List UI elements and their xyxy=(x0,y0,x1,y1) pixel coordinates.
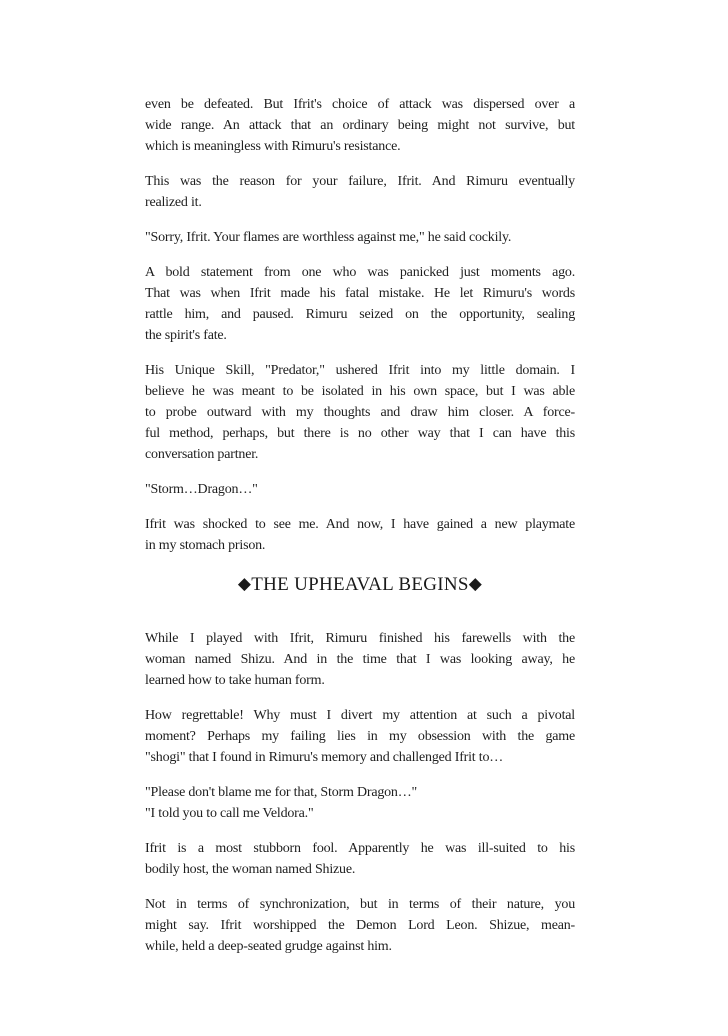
text-line: bodily host, the woman named Shizue. xyxy=(145,862,356,877)
text-line: the spirit's fate. xyxy=(145,328,227,343)
text-line: rattle him, and paused. Rimuru seized on the opportunity, sealing xyxy=(145,307,575,322)
text-line: While I played with Ifrit, Rimuru finished his farewells with the xyxy=(145,631,575,646)
text-line: A bold statement from one who was panicked just moments ago. xyxy=(145,265,575,280)
heading-text: THE UPHEAVAL BEGINS xyxy=(251,574,469,595)
text-line: even be defeated. But Ifrit's choice of attack was dispersed over a xyxy=(145,97,575,112)
text-line: ful method, perhaps, but there is no other way that I can have this xyxy=(145,426,575,441)
paragraph xyxy=(145,838,575,880)
text-line: "Sorry, Ifrit. Your flames are worthless against me," he said cockily. xyxy=(145,230,512,245)
text-line: Not in terms of synchronization, but in terms of their nature, you xyxy=(145,897,575,912)
text-line: That was when Ifrit made his fatal mistake. He let Rimuru's words xyxy=(145,286,575,301)
text-line: conversation partner. xyxy=(145,447,259,462)
text-line: Ifrit is a most stubborn fool. Apparently he was ill-suited to his xyxy=(145,841,575,856)
text-line: "Please don't blame me for that, Storm Dragon…" xyxy=(145,785,418,800)
text-line: woman named Shizu. And in the time that I was looking away, he xyxy=(145,652,575,667)
text-line: realized it. xyxy=(145,195,202,210)
diamond-ornament-right-icon: ◆ xyxy=(468,574,483,593)
text-line: to probe outward with my thoughts and draw him closer. A force- xyxy=(145,405,575,420)
text-line: Ifrit was shocked to see me. And now, I have gained a new playmate xyxy=(145,517,575,532)
text-line: "Storm…Dragon…" xyxy=(145,482,258,497)
text-line: moment? Perhaps my failing lies in my obsession with the game xyxy=(145,729,575,744)
text-line: might say. Ifrit worshipped the Demon Lord Leon. Shizue, mean- xyxy=(145,918,575,933)
text-line: while, held a deep-seated grudge against him. xyxy=(145,939,392,954)
text-line: How regrettable! Why must I divert my attention at such a pivotal xyxy=(145,708,575,723)
text-column xyxy=(145,94,575,971)
text-line: "I told you to call me Veldora." xyxy=(145,806,314,821)
paragraph xyxy=(145,628,575,691)
text-line: learned how to take human form. xyxy=(145,673,325,688)
paragraph xyxy=(145,705,575,768)
paragraph xyxy=(145,894,575,957)
paragraph xyxy=(145,479,575,500)
paragraph xyxy=(145,94,575,157)
paragraph xyxy=(145,782,575,824)
text-line: "shogi" that I found in Rimuru's memory and challenged Ifrit to… xyxy=(145,750,504,765)
paragraph xyxy=(145,360,575,465)
section-1 xyxy=(145,94,575,556)
section-2 xyxy=(145,628,575,957)
section-heading xyxy=(145,573,575,597)
text-line: wide range. An attack that an ordinary being might not survive, but xyxy=(145,118,575,133)
text-line: in my stomach prison. xyxy=(145,538,266,553)
text-line: believe he was meant to be isolated in his own space, but I was able xyxy=(145,384,575,399)
diamond-ornament-left-icon: ◆ xyxy=(237,574,252,593)
text-line: His Unique Skill, "Predator," ushered Ifrit into my little domain. I xyxy=(145,363,575,378)
paragraph xyxy=(145,227,575,248)
text-line: This was the reason for your failure, Ifrit. And Rimuru eventually xyxy=(145,174,575,189)
paragraph xyxy=(145,171,575,213)
paragraph xyxy=(145,262,575,346)
text-line: which is meaningless with Rimuru's resistance. xyxy=(145,139,401,154)
paragraph xyxy=(145,514,575,556)
